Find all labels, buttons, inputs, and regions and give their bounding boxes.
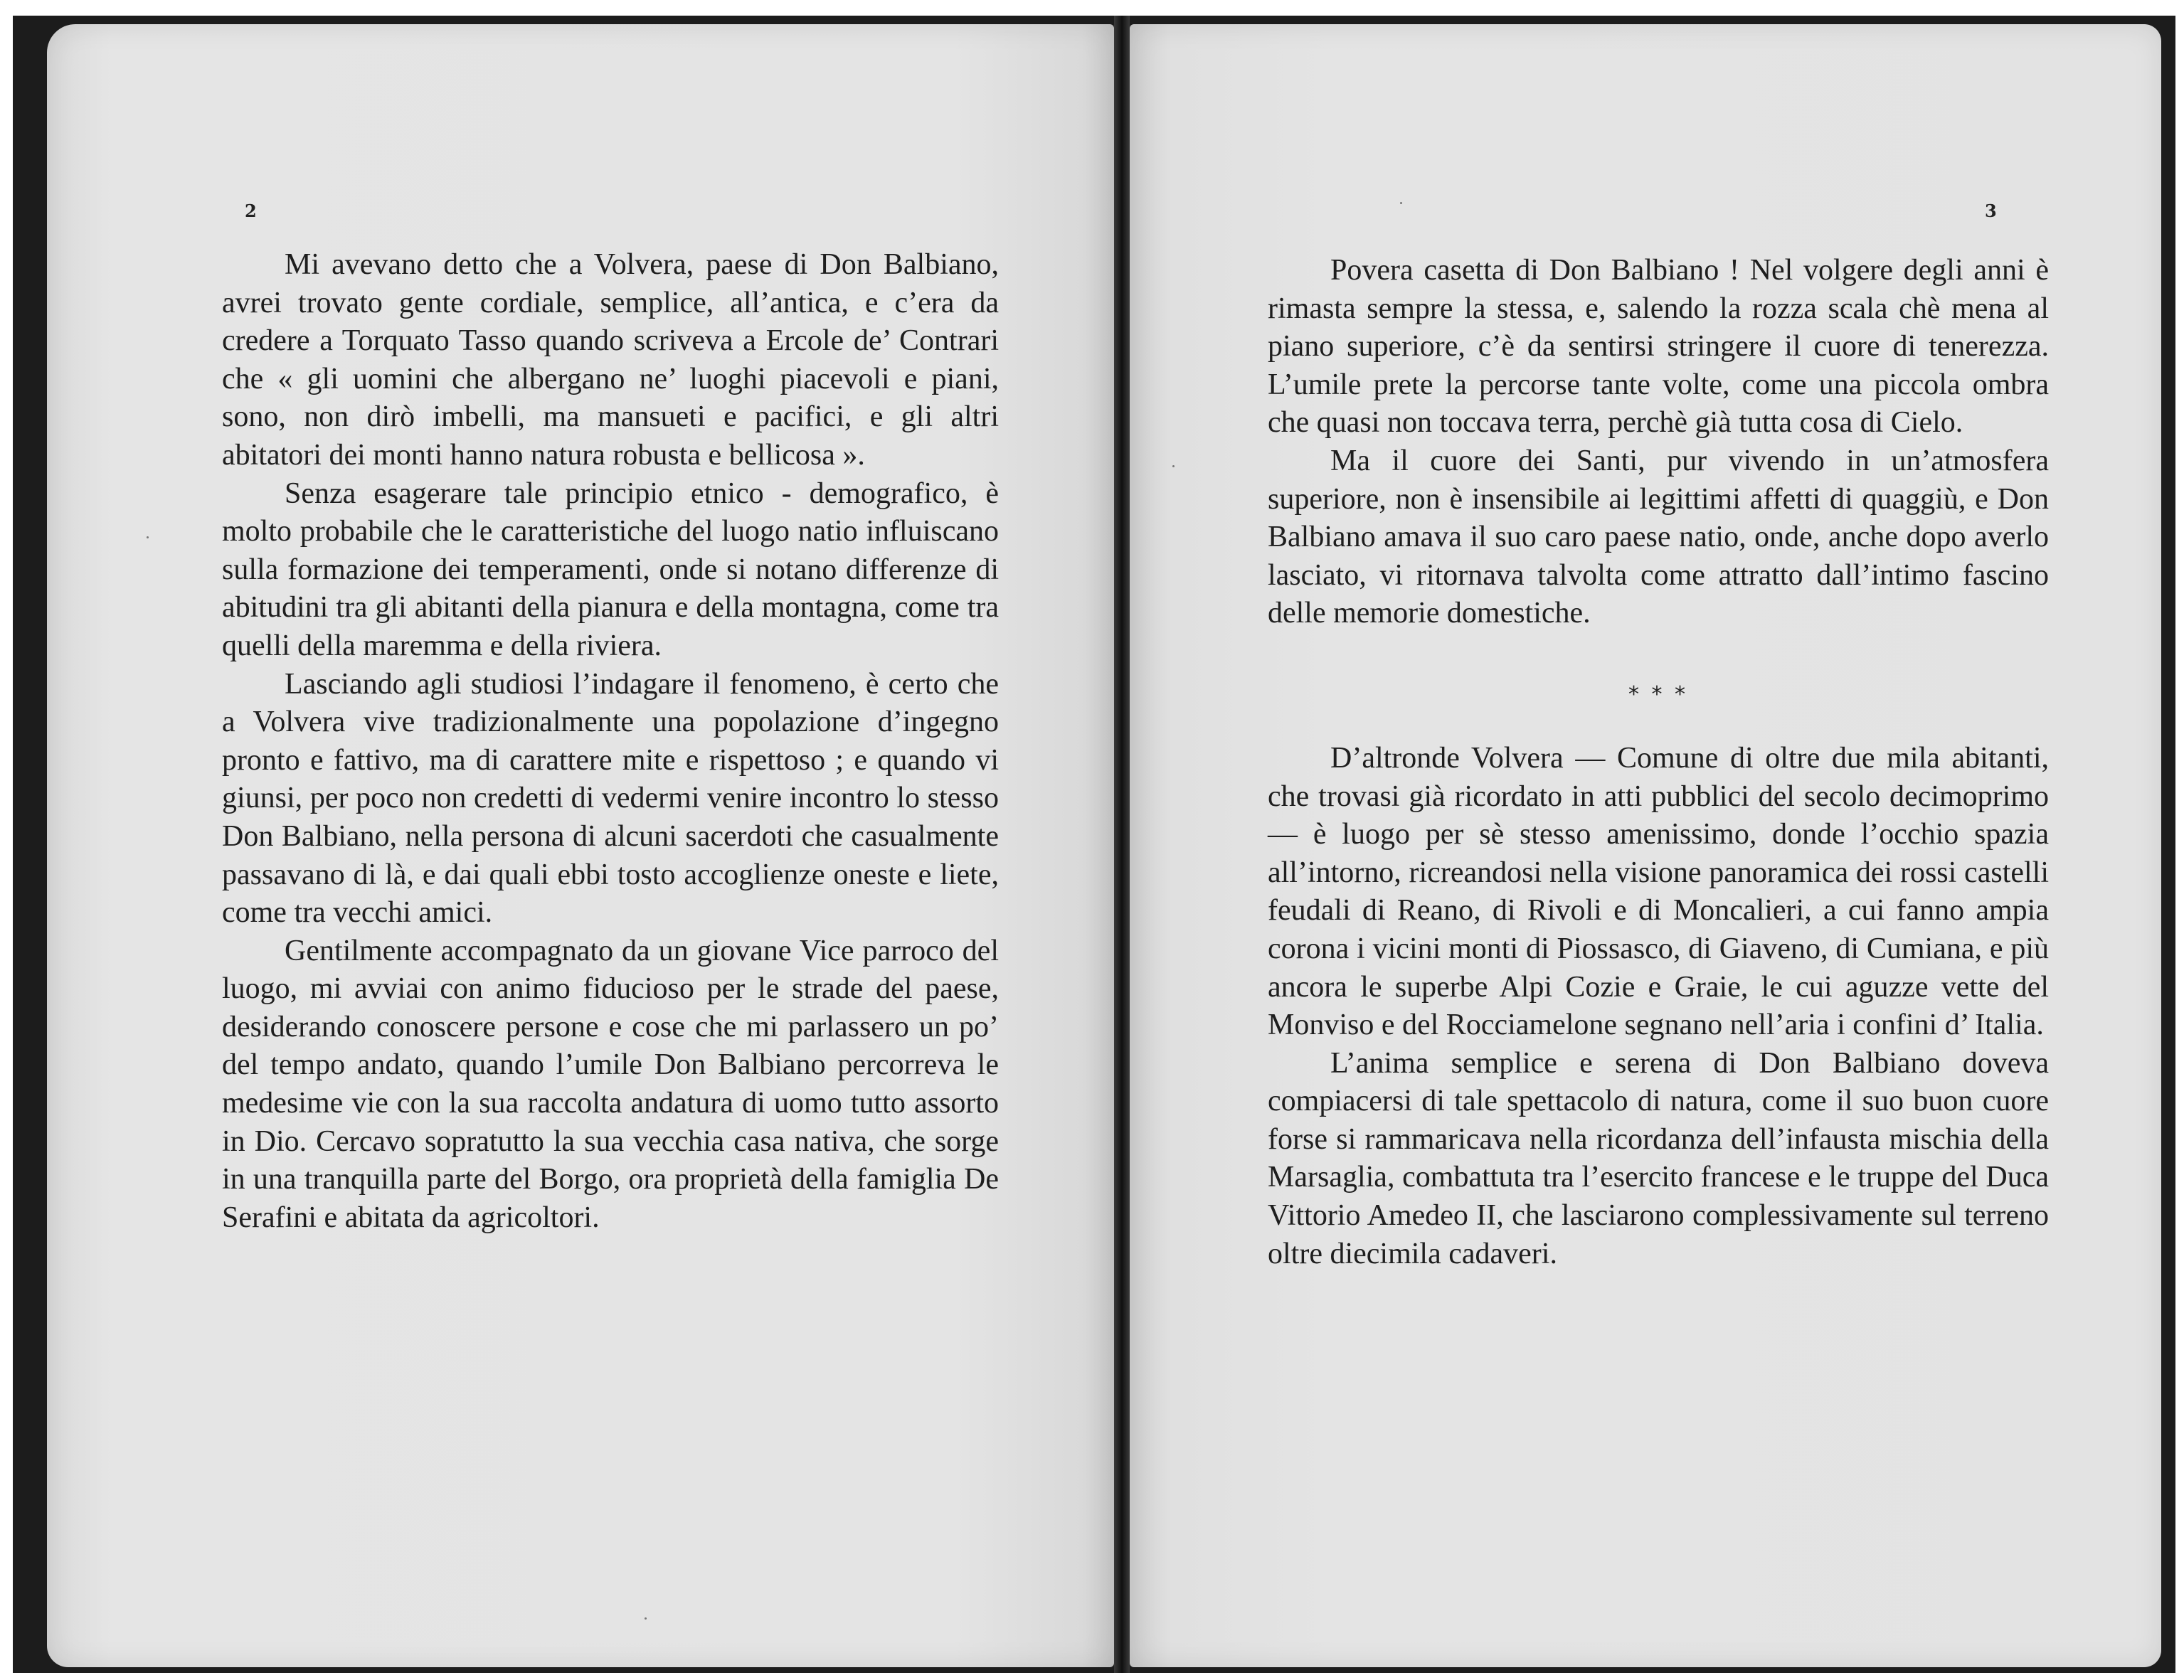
paper-speck	[645, 1617, 647, 1620]
paragraph: Senza esagerare tale principio etnico - demografico, è molto probabile che le caratteristiche del luogo natio influiscano sulla formazione dei temperamenti, onde si notano differenze di abitudini tra gli abitanti della pianura e della montagna, come tra quelli della maremma e della riviera.	[222, 477, 999, 662]
right-page-text	[1268, 252, 2049, 1273]
right-page	[1130, 24, 2161, 1667]
paper-speck	[147, 536, 149, 538]
left-page-text	[222, 246, 999, 1237]
book-gutter	[1114, 16, 1130, 1673]
paragraph: L’anima semplice e serena di Don Balbiano doveva compiacersi di tale spettacolo di natura, come il suo buon cuore forse si rammaricava nella ricordanza dell’infausta mischia della Marsaglia, combattuta tra l’esercito francese e le truppe del Duca Vittorio Amedeo II, che lasciarono complessivamente sul terreno oltre diecimila cadaveri.	[1268, 1046, 2049, 1270]
paragraph: Gentilmente accompagnato da un giovane Vice parroco del luogo, mi avviai con animo fiducioso per le strade del paese, desiderando conoscere persone e cose che mi parlassero un po’ del tempo andato, quando l’umile Don Balbiano percorreva le medesime vie con la sua raccolta andatura di uomo tutto assorto in Dio. Cercavo sopratutto la sua vecchia casa nativa, che sorge in una tranquilla parte del Borgo, ora proprietà della famiglia De Serafini e abitata da agricoltori.	[222, 934, 999, 1234]
paragraph: D’altronde Volvera — Comune di oltre due mila abitanti, che trovasi già ricordato in atti pubblici del secolo decimoprimo — è luogo per sè stesso amenissimo, donde l’occhio spazia all’intorno, ricreandosi nella visione panoramica dei rossi castelli feudali di Reano, di Rivoli e di Moncalieri, a cui fanno ampia corona i vicini monti di Piossasco, di Giaveno, di Cumiana, e più ancora le superbe Alpi Cozie e Graie, le cui aguzze vette del Monviso e del Rocciamelone segnano nell’aria i confini d’ Italia.	[1268, 741, 2049, 1042]
left-page	[47, 24, 1114, 1667]
paragraph: Lasciando agli studiosi l’indagare il fenomeno, è certo che a Volvera vive tradizionalmente una popolazione d’ingegno pronto e fattivo, ma di carattere mite e rispettoso ; e quando vi giunsi, per poco non credetti di vedermi venire incontro lo stesso Don Balbiano, nella persona di alcuni sacerdoti che casualmente passavano di là, e dai quali ebbi tosto accoglienze oneste e liete, come tra vecchi amici.	[222, 667, 999, 930]
section-separator	[1268, 633, 2049, 740]
page-number: 2	[245, 201, 257, 221]
paragraph: Povera casetta di Don Balbiano ! Nel volgere degli anni è rimasta sempre la stessa, e, salendo la rozza scala chè mena al piano superiore, c’è da sentirsi stringere il cuore di tenerezza. L’umile prete la percorse tante volte, come una piccola ombra che quasi non toccava terra, perchè già tutta cosa di Cielo.	[1268, 254, 2049, 440]
paper-speck	[1400, 202, 1402, 204]
page-number: 3	[1985, 201, 1997, 221]
paragraph: Mi avevano detto che a Volvera, paese di Don Balbiano, avrei trovato gente cordiale, semplice, all’antica, e c’era da credere a Torquato Tasso quando scriveva a Ercole de’ Contrari che « gli uomini che albergano ne’ luoghi piacevoli e piani, sono, non dirò imbelli, ma mansueti e pacifici, e gli altri abitatori dei monti hanno natura robusta e bellicosa ».	[222, 248, 999, 472]
asterism: * * *	[1628, 681, 1689, 707]
paragraph: Ma il cuore dei Santi, pur vivendo in un’atmosfera superiore, non è insensibile ai legittimi affetti di quaggiù, e Don Balbiano amava il suo caro paese natio, onde, anche dopo averlo lasciato, vi ritornava talvolta come attratto dall’intimo fascino delle memorie domestiche.	[1268, 444, 2049, 630]
book-spread	[13, 16, 2175, 1673]
paper-speck	[1172, 465, 1175, 467]
